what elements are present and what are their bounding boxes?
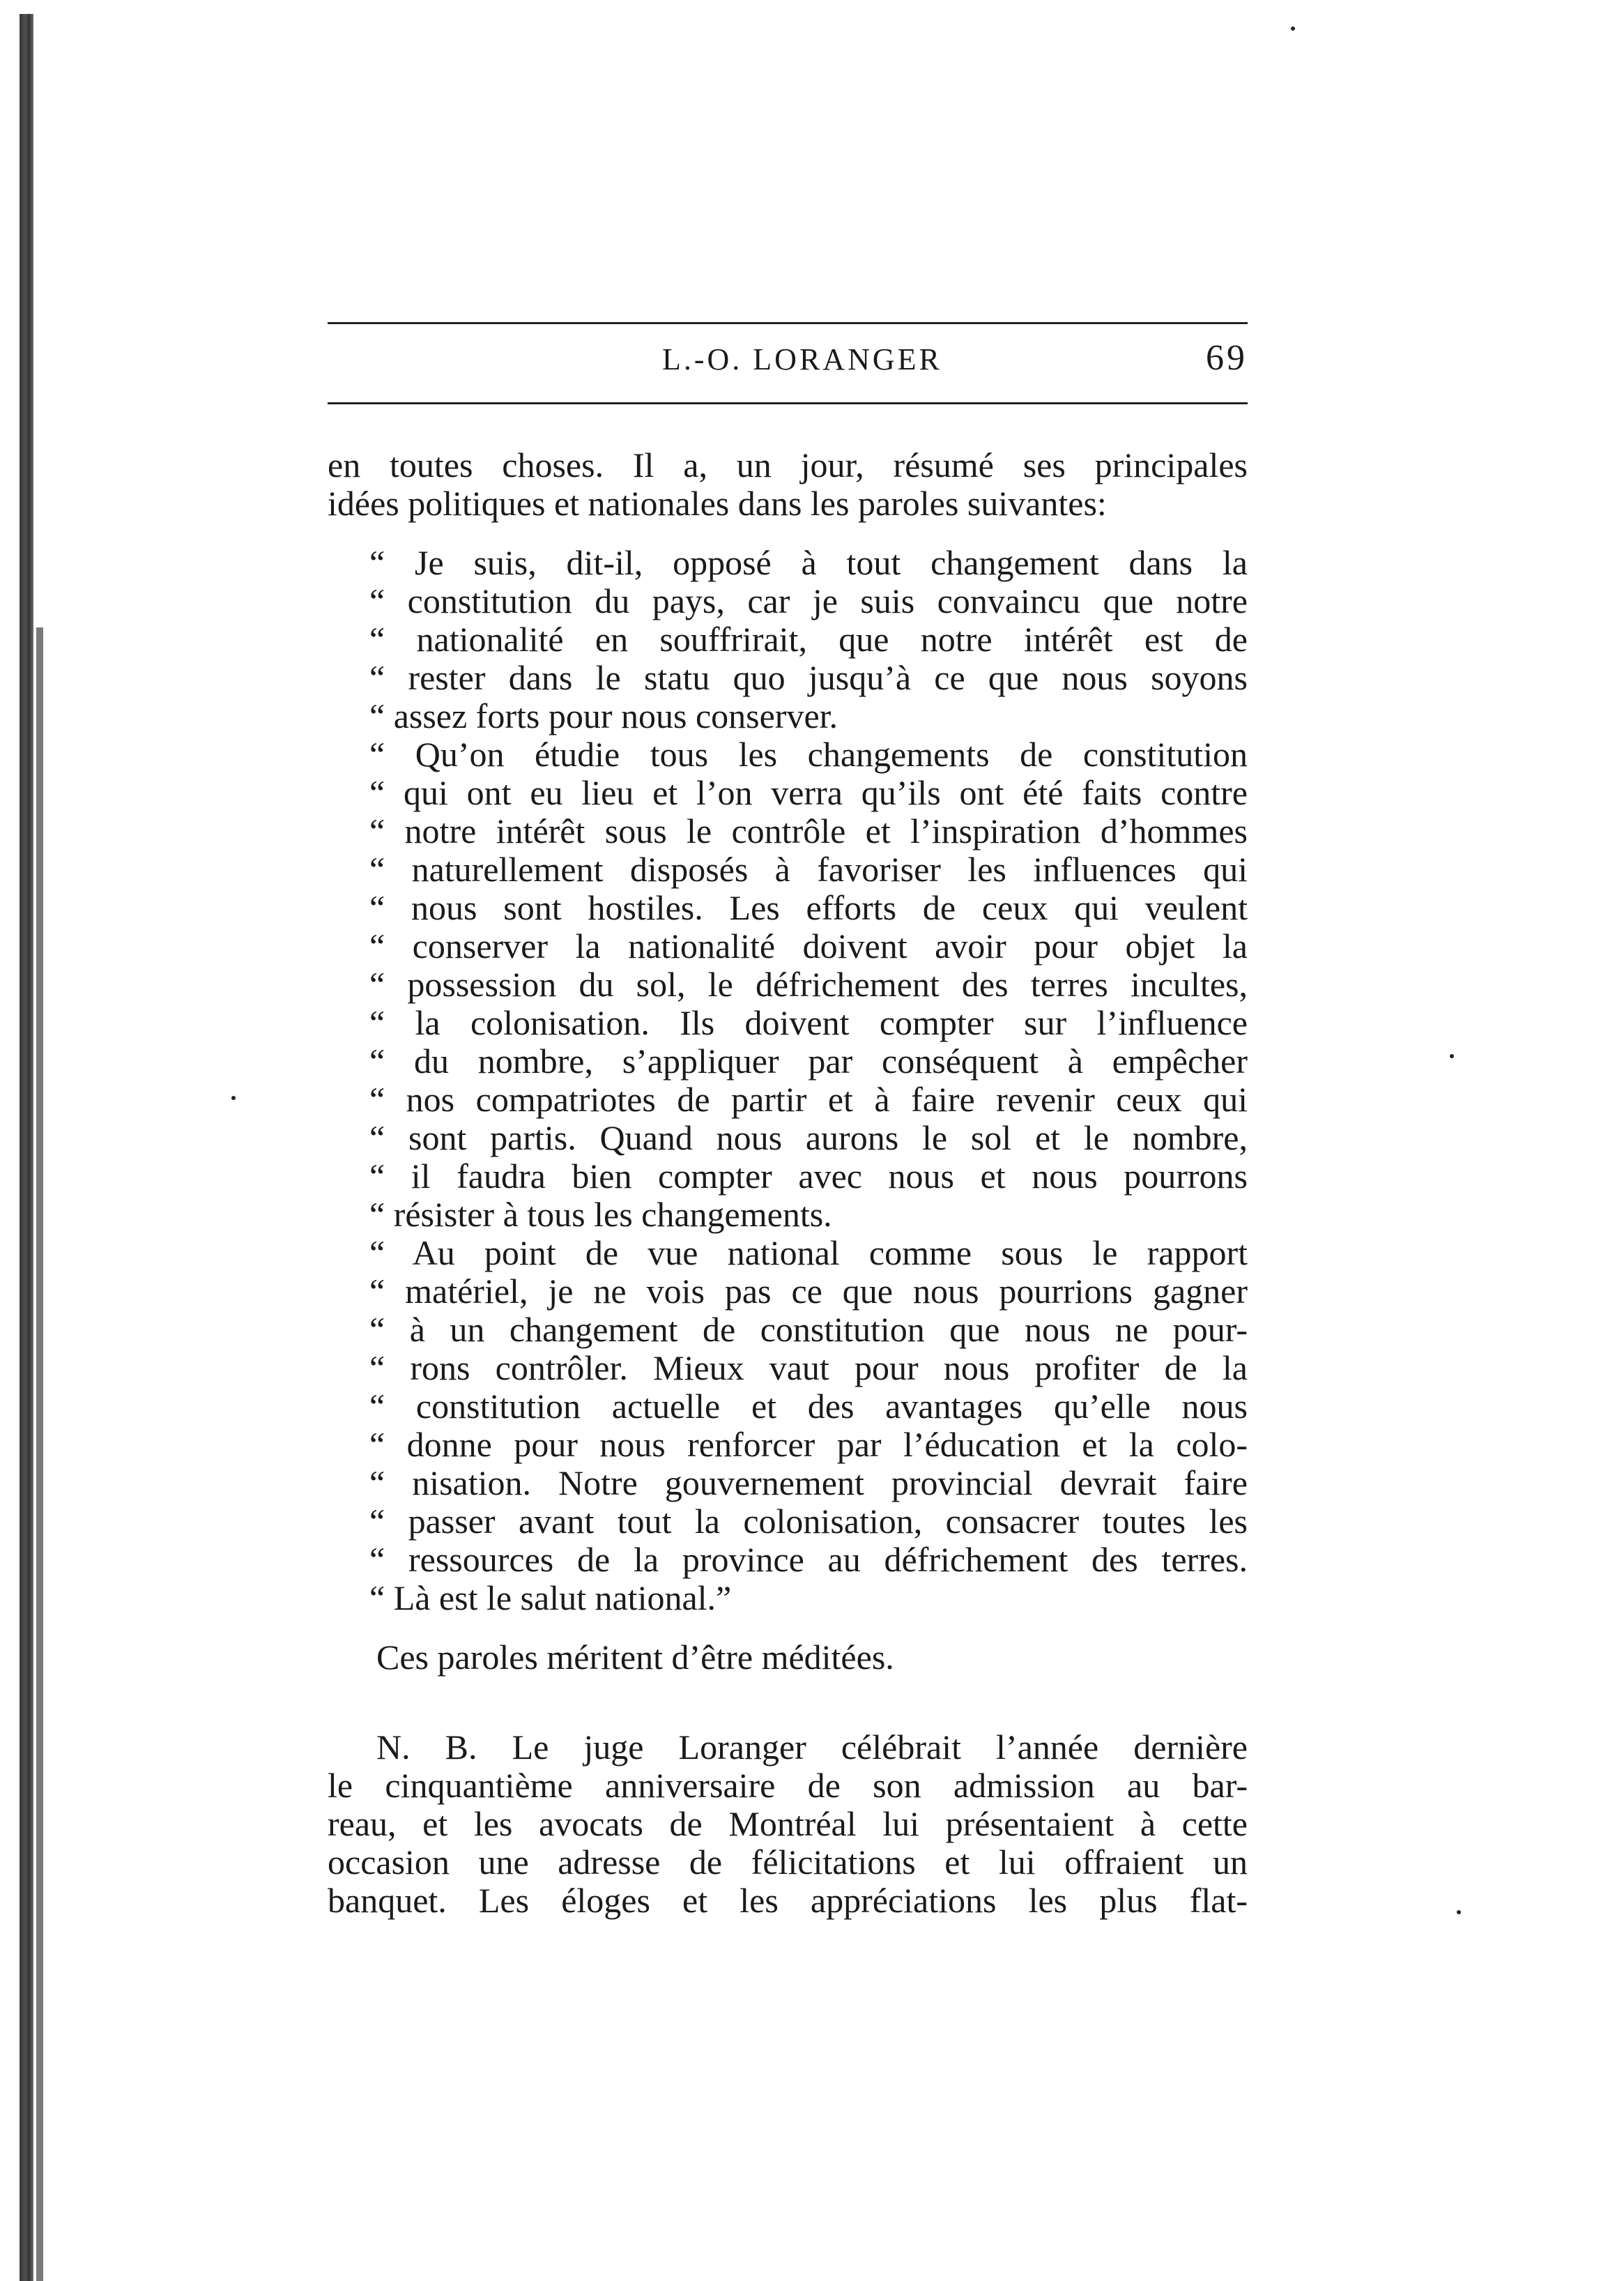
quote-line: “ à un changement de constitution que nous ne pour- — [369, 1310, 1248, 1349]
quote-line: “ Qu’on étudie tous les changements de constitution — [369, 735, 1248, 774]
quote-line: “ Là est le salut national.” — [369, 1578, 732, 1617]
header-top-rule — [328, 322, 1248, 324]
quote-line: “ nous sont hostiles. Les efforts de ceux qui veulent — [369, 888, 1248, 927]
quote-line: “ qui ont eu lieu et l’on verra qu’ils ont été faits contre — [369, 773, 1248, 812]
quote-line: “ matériel, je ne vois pas ce que nous pourrions gagner — [369, 1272, 1248, 1311]
quote-line: “ conserver la nationalité doivent avoir pour objet la — [369, 926, 1248, 966]
quote-line: “ donne pour nous renforcer par l’éducation et la colo- — [369, 1425, 1248, 1464]
text-line: idées politiques et nationales dans les paroles suivantes: — [328, 484, 1107, 523]
quote-line: “ nationalité en souffrirait, que notre intérêt est de — [369, 620, 1248, 659]
quote-line: “ nisation. Notre gouvernement provincial devrait faire — [369, 1463, 1248, 1502]
note-line: N. B. Le juge Loranger célébrait l’année dernière — [376, 1727, 1248, 1767]
quote-line: “ naturellement disposés à favoriser les influences qui — [369, 850, 1248, 889]
quote-paragraph-2 — [328, 735, 1248, 1234]
book-binding-shadow — [36, 627, 43, 2281]
quote-paragraph-3 — [328, 1234, 1248, 1617]
quote-line: “ nos compatriotes de partir et à faire revenir ceux qui — [369, 1080, 1248, 1119]
note-line: banquet. Les éloges et les appréciations les plus flat- — [328, 1881, 1248, 1920]
print-speck — [231, 1096, 236, 1100]
text-line: en toutes choses. Il a, un jour, résumé ses principales — [328, 445, 1248, 485]
print-speck — [1291, 26, 1295, 31]
print-speck — [1450, 1054, 1454, 1058]
note-line: occasion une adresse de félicitations et lui offraient un — [328, 1843, 1248, 1882]
quote-line: “ résister à tous les changements. — [369, 1195, 832, 1234]
print-speck — [1457, 1910, 1461, 1914]
quote-line: “ constitution du pays, car je suis convaincu que notre — [369, 581, 1248, 620]
quote-line: “ rester dans le statu quo jusqu’à ce que nous soyons — [369, 658, 1248, 697]
quote-line: “ il faudra bien compter avec nous et nous pourrons — [369, 1157, 1248, 1196]
quote-line: “ notre intérêt sous le contrôle et l’inspiration d’hommes — [369, 811, 1248, 850]
closing-sentence — [328, 1638, 1248, 1677]
quote-line: “ la colonisation. Ils doivent compter sur l’influence — [369, 1003, 1248, 1042]
quote-line: “ Je suis, dit-il, opposé à tout changement dans la — [369, 543, 1248, 582]
quote-line: “ du nombre, s’appliquer par conséquent à empêcher — [369, 1042, 1248, 1081]
intro-paragraph — [328, 446, 1248, 523]
quote-paragraph-1 — [328, 544, 1248, 735]
quote-line: “ sont partis. Quand nous aurons le sol et le nombre, — [369, 1118, 1248, 1157]
page-body — [328, 446, 1248, 1920]
quote-line: “ ressources de la province au défrichement des terres. — [369, 1540, 1248, 1579]
quote-line: “ possession du sol, le défrichement des terres incultes, — [369, 965, 1248, 1004]
quote-line: “ Au point de vue national comme sous le rapport — [369, 1233, 1248, 1272]
note-line: le cinquantième anniversaire de son admission au bar- — [328, 1766, 1248, 1805]
quote-line: “ rons contrôler. Mieux vaut pour nous profiter de la — [369, 1348, 1248, 1387]
quote-line: “ assez forts pour nous conserver. — [369, 696, 838, 735]
header-bottom-rule — [328, 402, 1248, 404]
text-line: Ces paroles méritent d’être méditées. — [376, 1638, 894, 1677]
note-paragraph — [328, 1728, 1248, 1920]
quote-line: “ constitution actuelle et des avantages qu’elle nous — [369, 1387, 1248, 1426]
book-binding-edge — [20, 14, 33, 2281]
running-title: L.-O. LORANGER — [662, 342, 942, 376]
quote-line: “ passer avant tout la colonisation, consacrer toutes les — [369, 1502, 1248, 1541]
running-head — [328, 338, 1248, 383]
page-number: 69 — [1206, 338, 1248, 378]
note-line: reau, et les avocats de Montréal lui présentaient à cette — [328, 1804, 1248, 1843]
